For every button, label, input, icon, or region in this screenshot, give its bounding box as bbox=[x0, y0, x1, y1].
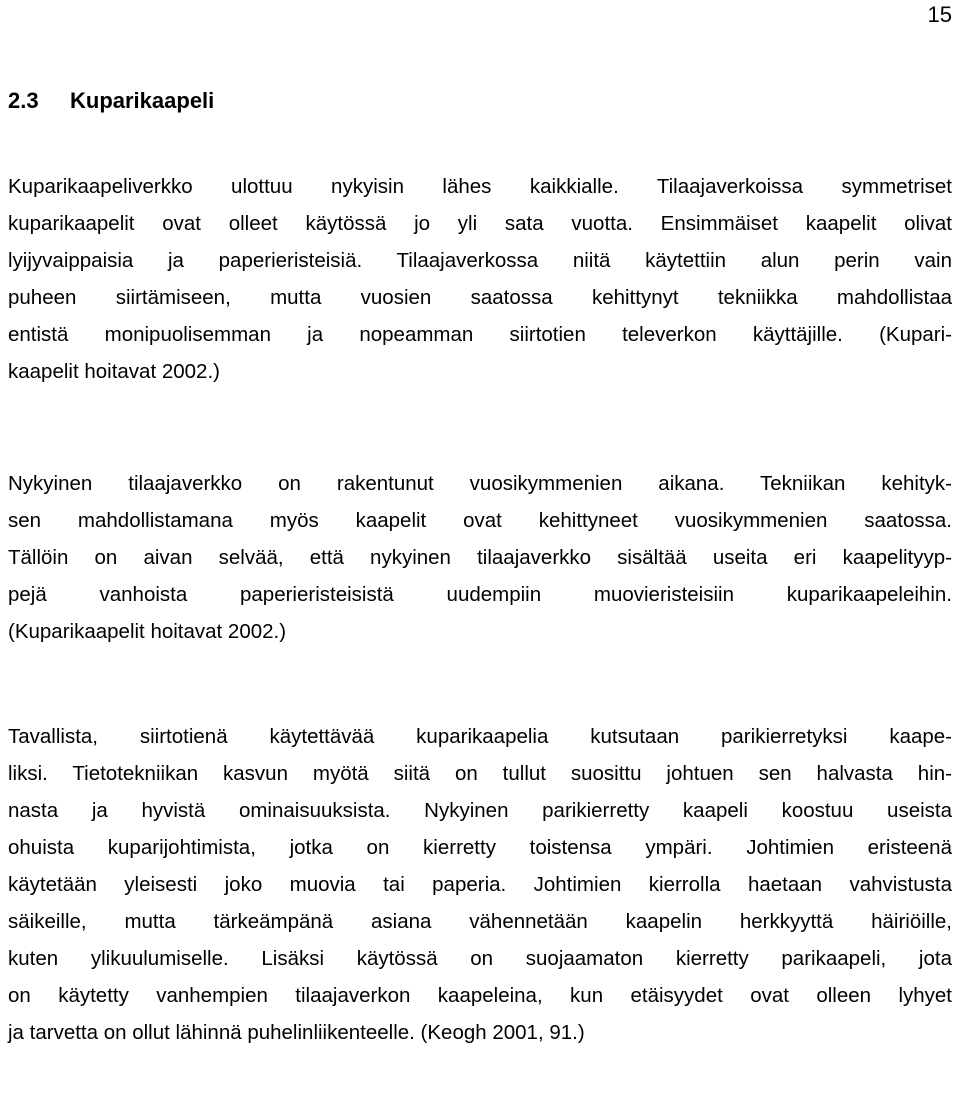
paragraph-line: kaapelit hoitavat 2002.) bbox=[8, 360, 220, 383]
paragraph-line: entistä monipuolisemman ja nopeamman siirtotien televerkon käyttäjille. (Kupari- bbox=[8, 323, 952, 346]
section-heading bbox=[8, 88, 214, 114]
paragraph-3 bbox=[8, 718, 952, 1051]
paragraph-1 bbox=[8, 168, 952, 390]
paragraph-line: säikeille, mutta tärkeämpänä asiana vähennetään kaapelin herkkyyttä häiriöille, bbox=[8, 910, 952, 933]
paragraph-line: ja tarvetta on ollut lähinnä puhelinliikenteelle. (Keogh 2001, 91.) bbox=[8, 1021, 585, 1044]
paragraph-line: kuparikaapelit ovat olleet käytössä jo yli sata vuotta. Ensimmäiset kaapelit olivat bbox=[8, 212, 952, 235]
paragraph-line: kuten ylikuulumiselle. Lisäksi käytössä on suojaamaton kierretty parikaapeli, jota bbox=[8, 947, 952, 970]
paragraph-line: on käytetty vanhempien tilaajaverkon kaapeleina, kun etäisyydet ovat olleen lyhyet bbox=[8, 984, 952, 1007]
paragraph-2 bbox=[8, 465, 952, 650]
page-number: 15 bbox=[927, 2, 952, 27]
paragraph-line: käytetään yleisesti joko muovia tai paperia. Johtimien kierrolla haetaan vahvistusta bbox=[8, 873, 952, 896]
section-title: Kuparikaapeli bbox=[70, 88, 215, 113]
paragraph-line: puheen siirtämiseen, mutta vuosien saatossa kehittynyt tekniikka mahdollistaa bbox=[8, 286, 952, 309]
paragraph-line: liksi. Tietotekniikan kasvun myötä siitä on tullut suosittu johtuen sen halvasta hin- bbox=[8, 762, 952, 785]
paragraph-line: nasta ja hyvistä ominaisuuksista. Nykyinen parikierretty kaapeli koostuu useista bbox=[8, 799, 952, 822]
section-number: 2.3 bbox=[8, 88, 39, 113]
paragraph-line: Kuparikaapeliverkko ulottuu nykyisin lähes kaikkialle. Tilaajaverkoissa symmetriset bbox=[8, 175, 952, 198]
paragraph-line: lyijyvaippaisia ja paperieristeisiä. Tilaajaverkossa niitä käytettiin alun perin vain bbox=[8, 249, 952, 272]
paragraph-line: sen mahdollistamana myös kaapelit ovat kehittyneet vuosikymmenien saatossa. bbox=[8, 509, 952, 532]
paragraph-line: ohuista kuparijohtimista, jotka on kierretty toistensa ympäri. Johtimien eristeenä bbox=[8, 836, 952, 859]
paragraph-line: Tavallista, siirtotienä käytettävää kuparikaapelia kutsutaan parikierretyksi kaape- bbox=[8, 725, 952, 748]
paragraph-line: (Kuparikaapelit hoitavat 2002.) bbox=[8, 620, 287, 643]
paragraph-line: Nykyinen tilaajaverkko on rakentunut vuosikymmenien aikana. Tekniikan kehityk- bbox=[8, 472, 952, 495]
paragraph-line: Tällöin on aivan selvää, että nykyinen tilaajaverkko sisältää useita eri kaapelityyp- bbox=[8, 546, 952, 569]
paragraph-line: pejä vanhoista paperieristeisistä uudempiin muovieristeisiin kuparikaapeleihin. bbox=[8, 583, 952, 606]
